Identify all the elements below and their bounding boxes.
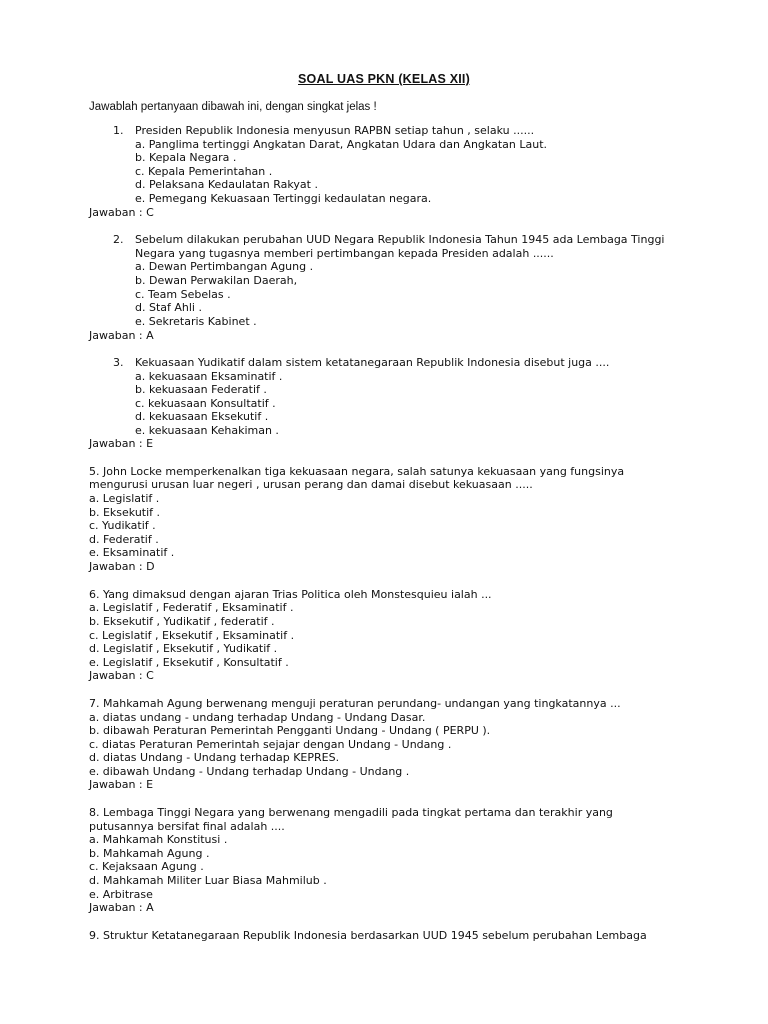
question-number: 3. [113, 356, 124, 369]
answer-text: Jawaban : C [89, 206, 154, 219]
question-text: Kekuasaan Yudikatif dalam sistem ketatanegaraan Republik Indonesia disebut juga .... [135, 356, 610, 369]
option-c: c. diatas Peraturan Pemerintah sejajar dengan Undang - Undang . [89, 738, 452, 751]
option-d: d. kekuasaan Eksekutif . [135, 410, 269, 423]
question-number: 1. [113, 124, 124, 137]
option-d: d. Pelaksana Kedaulatan Rakyat . [135, 178, 318, 191]
option-a: a. Panglima tertinggi Angkatan Darat, Angkatan Udara dan Angkatan Laut. [135, 138, 548, 151]
option-a: a. Legislatif . [89, 492, 160, 505]
option-a: a. Legislatif , Federatif , Eksaminatif . [89, 601, 294, 614]
option-d: d. diatas Undang - Undang terhadap KEPRES. [89, 751, 340, 764]
option-e: e. Legislatif , Eksekutif , Konsultatif . [89, 656, 289, 669]
answer-text: Jawaban : E [89, 437, 154, 450]
option-d: d. Mahkamah Militer Luar Biasa Mahmilub . [89, 874, 327, 887]
option-b: b. Dewan Perwakilan Daerah, [135, 274, 298, 287]
option-e: e. dibawah Undang - Undang terhadap Undang - Undang . [89, 765, 410, 778]
option-c: c. Legislatif , Eksekutif , Eksaminatif . [89, 629, 295, 642]
option-d: d. Legislatif , Eksekutif , Yudikatif . [89, 642, 278, 655]
question-text-cont: mengurusi urusan luar negeri , urusan perang dan damai disebut kekuasaan ..... [89, 478, 533, 491]
question-text-cont: Negara yang tugasnya memberi pertimbangan kepada Presiden adalah ...... [135, 247, 554, 260]
answer-text: Jawaban : C [89, 669, 154, 682]
option-e: e. Pemegang Kekuasaan Tertinggi kedaulatan negara. [135, 192, 432, 205]
option-e: e. Sekretaris Kabinet . [135, 315, 257, 328]
page-title: SOAL UAS PKN (KELAS XII) [298, 72, 470, 86]
question-text: 6. Yang dimaksud dengan ajaran Trias Politica oleh Monstesquieu ialah ... [89, 588, 492, 601]
option-e: e. Eksaminatif . [89, 546, 175, 559]
option-c: c. Kejaksaan Agung . [89, 860, 204, 873]
question-text: 9. Struktur Ketatanegaraan Republik Indonesia berdasarkan UUD 1945 sebelum perubahan Lembaga [89, 929, 647, 942]
option-a: a. Dewan Pertimbangan Agung . [135, 260, 314, 273]
answer-text: Jawaban : D [89, 560, 155, 573]
question-text: 7. Mahkamah Agung berwenang menguji peraturan perundang- undangan yang tingkatannya ... [89, 697, 621, 710]
option-b: b. Eksekutif . [89, 506, 161, 519]
option-e: e. Arbitrase [89, 888, 153, 901]
question-text-cont: putusannya bersifat final adalah .... [89, 820, 285, 833]
option-b: b. dibawah Peraturan Pemerintah Pengganti Undang - Undang ( PERPU ). [89, 724, 491, 737]
instruction-text: Jawablah pertanyaan dibawah ini, dengan singkat jelas ! [89, 101, 377, 113]
option-a: a. diatas undang - undang terhadap Undang - Undang Dasar. [89, 711, 426, 724]
question-text: 8. Lembaga Tinggi Negara yang berwenang mengadili pada tingkat pertama dan terakhir yang [89, 806, 613, 819]
option-a: a. kekuasaan Eksaminatif . [135, 370, 283, 383]
answer-text: Jawaban : A [89, 901, 154, 914]
answer-text: Jawaban : E [89, 778, 154, 791]
option-d: d. Federatif . [89, 533, 159, 546]
option-b: b. Mahkamah Agung . [89, 847, 210, 860]
option-e: e. kekuasaan Kehakiman . [135, 424, 279, 437]
option-d: d. Staf Ahli . [135, 301, 202, 314]
question-text: Presiden Republik Indonesia menyusun RAPBN setiap tahun , selaku ...... [135, 124, 535, 137]
option-c: c. Team Sebelas . [135, 288, 231, 301]
option-c: c. kekuasaan Konsultatif . [135, 397, 276, 410]
answer-text: Jawaban : A [89, 329, 154, 342]
question-text: Sebelum dilakukan perubahan UUD Negara Republik Indonesia Tahun 1945 ada Lembaga Tinggi [135, 233, 665, 246]
option-c: c. Kepala Pemerintahan . [135, 165, 273, 178]
option-b: b. kekuasaan Federatif . [135, 383, 267, 396]
option-a: a. Mahkamah Konstitusi . [89, 833, 228, 846]
option-b: b. Eksekutif , Yudikatif , federatif . [89, 615, 275, 628]
option-b: b. Kepala Negara . [135, 151, 237, 164]
option-c: c. Yudikatif . [89, 519, 156, 532]
question-text: 5. John Locke memperkenalkan tiga kekuasaan negara, salah satunya kekuasaan yang fungsinya [89, 465, 625, 478]
question-number: 2. [113, 233, 124, 246]
